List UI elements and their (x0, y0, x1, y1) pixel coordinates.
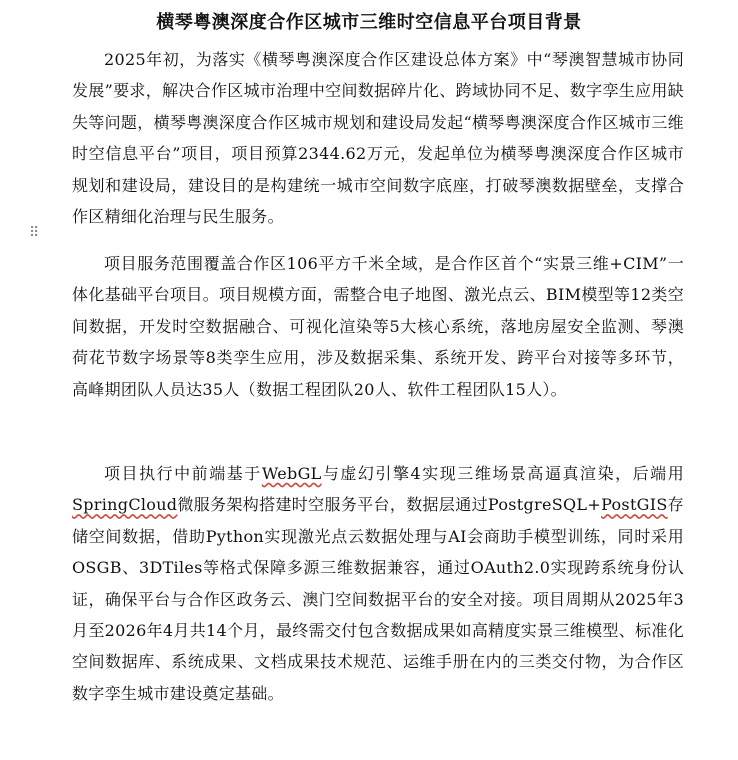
spellcheck-word-springcloud[interactable]: SpringCloud (72, 495, 178, 515)
text-run: 微服务架构搭建时空服务平台，数据层通过PostgreSQL+ (177, 495, 602, 515)
spellcheck-word-postgis[interactable]: PostGIS (601, 495, 668, 515)
text-run: 与虚幻引擎4实现三维场景高逼真渲染，后端用 (321, 464, 685, 483)
paragraph-execution (72, 458, 684, 709)
drag-handle-icon[interactable]: ⠿ (29, 225, 40, 241)
spellcheck-word-webgl[interactable]: WebGL (261, 464, 322, 483)
paragraph-background: 2025年初，为落实《横琴粤澳深度合作区建设总体方案》中“琴澳智慧城市协同发展”要求，解决合作区城市治理中空间数据碎片化、跨域协同不足、数字孪生应用缺失等问题，横琴粤澳深度合作区城市规划和建设局发起“横琴粤澳深度合作区城市三维时空信息平台”项目，项目预算2344.62万元，发起单位为横琴粤澳深度合作区城市规划和建设局，建设目的是构建统一城市空间数字底座，打破琴澳数据壁垒，支撑合作区精细化治理与民生服务。 (72, 50, 684, 227)
document-title: 横琴粤澳深度合作区城市三维时空信息平台项目背景 (156, 12, 582, 33)
text-run: 存储空间数据，借助Python实现激光点云数据处理与AI会商助手模型训练，同时采用OSGB、3DTiles等格式保障多源三维数据兼容，通过OAuth2.0实现跨系统身份认证，确保平台与合作区政务云、澳门空间数据平台的安全对接。项目周期从2025年3月至2026年4月共14个月，最终需交付包含数据成果如高精度实景三维模型、标准化空间数据库、系统成果、文档成果技术规范、运维手册在内的三类交付物，为合作区数字孪生城市建设奠定基础。 (72, 495, 684, 703)
text-run: 项目执行中前端基于 (104, 464, 262, 483)
paragraph-scope: 项目服务范围覆盖合作区106平方千米全域，是合作区首个“实景三维+CIM”一体化基础平台项目。项目规模方面，需整合电子地图、激光点云、BIM模型等12类空间数据，开发时空数据融合、可视化渲染等5大核心系统，落地房屋安全监测、琴澳荷花节数字场景等8类孪生应用，涉及数据采集、系统开发、跨平台对接等多环节，高峰期团队人员达35人（数据工程团队20人、软件工程团队15人）。 (72, 254, 684, 399)
